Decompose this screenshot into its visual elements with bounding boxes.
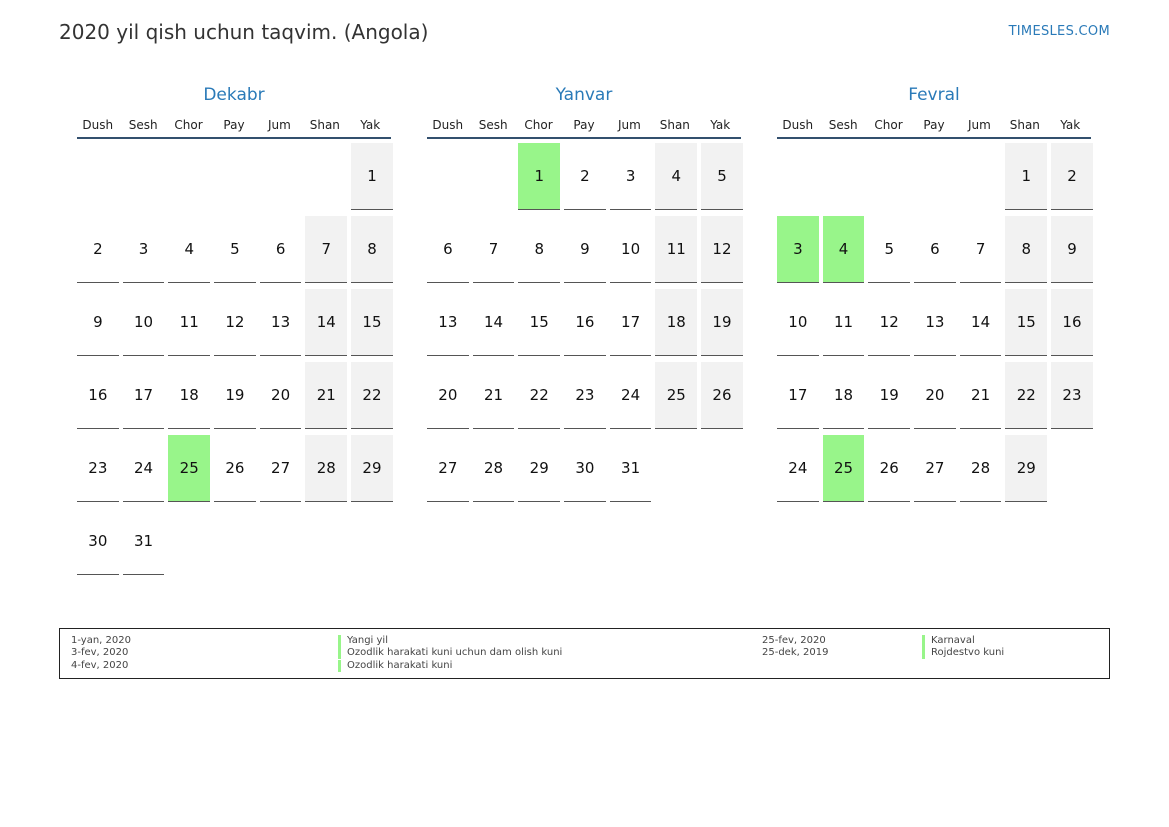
day-cell: 17 [777, 362, 819, 429]
month-title: Dekabr [203, 85, 265, 105]
weekday-label: Chor [874, 118, 903, 132]
day-cell: 2 [564, 143, 606, 210]
day-cell: 8 [518, 216, 560, 283]
day-cell: 26 [214, 435, 256, 502]
day-cell: 9 [564, 216, 606, 283]
empty-cell [123, 143, 165, 210]
day-cell: 17 [123, 362, 165, 429]
day-cell: 18 [168, 362, 210, 429]
holiday-day-cell: 25 [823, 435, 865, 502]
holiday-day-cell: 4 [823, 216, 865, 283]
legend-holiday-name: Ozodlik harakati kuni uchun dam olish kuni [338, 647, 562, 659]
legend-holiday-name: Ozodlik harakati kuni [338, 660, 452, 672]
day-cell: 3 [123, 216, 165, 283]
day-cell: 22 [518, 362, 560, 429]
day-cell: 28 [960, 435, 1002, 502]
day-cell: 1 [351, 143, 393, 210]
weekday-label: Pay [573, 118, 595, 132]
weekday-label: Sesh [128, 118, 158, 132]
weekday-label: Pay [223, 118, 245, 132]
day-cell: 19 [214, 362, 256, 429]
day-cell: 23 [1051, 362, 1093, 429]
day-cell: 20 [427, 362, 469, 429]
weekday-label: Shan [309, 118, 340, 132]
legend-date: 1-yan, 2020 [71, 635, 131, 646]
day-cell: 27 [914, 435, 956, 502]
day-grid [77, 143, 391, 575]
day-cell: 23 [564, 362, 606, 429]
day-cell: 22 [1005, 362, 1047, 429]
weekday-label: Dush [82, 118, 114, 132]
page-title: 2020 yil qish uchun taqvim. (Angola) [59, 20, 429, 44]
weekday-label: Chor [524, 118, 553, 132]
day-cell: 15 [1005, 289, 1047, 356]
day-cell: 16 [564, 289, 606, 356]
holiday-day-cell: 25 [168, 435, 210, 502]
day-cell: 27 [260, 435, 302, 502]
day-cell: 18 [655, 289, 697, 356]
weekday-label: Sesh [478, 118, 508, 132]
month-title: Yanvar [555, 85, 613, 105]
day-cell: 19 [701, 289, 743, 356]
day-cell: 18 [823, 362, 865, 429]
legend-holiday-name: Rojdestvo kuni [922, 647, 1004, 659]
weekday-header [427, 115, 741, 139]
day-cell: 20 [260, 362, 302, 429]
weekday-label: Yak [360, 118, 381, 132]
day-cell: 6 [914, 216, 956, 283]
day-cell: 16 [1051, 289, 1093, 356]
day-cell: 9 [1051, 216, 1093, 283]
day-cell: 24 [123, 435, 165, 502]
day-cell: 14 [305, 289, 347, 356]
legend-date: 25-dek, 2019 [762, 647, 829, 658]
day-cell: 10 [123, 289, 165, 356]
month-title: Fevral [908, 85, 960, 105]
day-cell: 7 [960, 216, 1002, 283]
day-cell: 5 [701, 143, 743, 210]
holiday-day-cell: 3 [777, 216, 819, 283]
weekday-label: Yak [1060, 118, 1081, 132]
empty-cell [168, 143, 210, 210]
day-cell: 9 [77, 289, 119, 356]
weekday-label: Dush [782, 118, 814, 132]
day-cell: 10 [610, 216, 652, 283]
day-cell: 26 [701, 362, 743, 429]
day-cell: 15 [351, 289, 393, 356]
weekday-label: Shan [659, 118, 690, 132]
weekday-label: Yak [710, 118, 731, 132]
holiday-day-cell: 1 [518, 143, 560, 210]
day-cell: 17 [610, 289, 652, 356]
day-cell: 24 [777, 435, 819, 502]
day-grid [777, 143, 1091, 502]
legend-date: 25-fev, 2020 [762, 635, 826, 646]
day-cell: 10 [777, 289, 819, 356]
month-december [77, 84, 391, 575]
day-cell: 15 [518, 289, 560, 356]
day-cell: 5 [868, 216, 910, 283]
day-cell: 14 [473, 289, 515, 356]
weekday-label: Chor [174, 118, 203, 132]
day-cell: 2 [77, 216, 119, 283]
day-cell: 29 [1005, 435, 1047, 502]
day-cell: 23 [77, 435, 119, 502]
day-cell: 11 [823, 289, 865, 356]
day-cell: 26 [868, 435, 910, 502]
day-cell: 14 [960, 289, 1002, 356]
empty-cell [473, 143, 515, 210]
day-cell: 30 [564, 435, 606, 502]
day-cell: 11 [655, 216, 697, 283]
weekday-header [77, 115, 391, 139]
weekday-header [777, 115, 1091, 139]
site-link[interactable]: TIMESLES.COM [1008, 24, 1110, 39]
day-grid [427, 143, 741, 502]
empty-cell [214, 143, 256, 210]
month-february [777, 84, 1091, 502]
day-cell: 21 [473, 362, 515, 429]
legend-date: 3-fev, 2020 [71, 647, 129, 658]
empty-cell [868, 143, 910, 210]
day-cell: 11 [168, 289, 210, 356]
day-cell: 25 [655, 362, 697, 429]
day-cell: 16 [77, 362, 119, 429]
day-cell: 24 [610, 362, 652, 429]
month-january [427, 84, 741, 502]
weekday-label: Pay [923, 118, 945, 132]
day-cell: 22 [351, 362, 393, 429]
empty-cell [823, 143, 865, 210]
day-cell: 4 [655, 143, 697, 210]
day-cell: 2 [1051, 143, 1093, 210]
day-cell: 19 [868, 362, 910, 429]
weekday-label: Sesh [828, 118, 858, 132]
empty-cell [260, 143, 302, 210]
empty-cell [914, 143, 956, 210]
day-cell: 13 [260, 289, 302, 356]
day-cell: 8 [351, 216, 393, 283]
day-cell: 5 [214, 216, 256, 283]
empty-cell [77, 143, 119, 210]
day-cell: 31 [610, 435, 652, 502]
holiday-legend [59, 628, 1110, 679]
day-cell: 4 [168, 216, 210, 283]
legend-holiday-name: Yangi yil [338, 635, 388, 647]
weekday-label: Jum [617, 118, 641, 132]
legend-date: 4-fev, 2020 [71, 660, 129, 671]
empty-cell [427, 143, 469, 210]
legend-holiday-name: Karnaval [922, 635, 975, 647]
day-cell: 21 [960, 362, 1002, 429]
day-cell: 12 [868, 289, 910, 356]
day-cell: 8 [1005, 216, 1047, 283]
day-cell: 28 [473, 435, 515, 502]
day-cell: 6 [427, 216, 469, 283]
day-cell: 29 [518, 435, 560, 502]
day-cell: 1 [1005, 143, 1047, 210]
day-cell: 12 [701, 216, 743, 283]
day-cell: 12 [214, 289, 256, 356]
empty-cell [305, 143, 347, 210]
day-cell: 20 [914, 362, 956, 429]
weekday-label: Shan [1009, 118, 1040, 132]
day-cell: 13 [427, 289, 469, 356]
day-cell: 21 [305, 362, 347, 429]
weekday-label: Jum [967, 118, 991, 132]
empty-cell [777, 143, 819, 210]
day-cell: 3 [610, 143, 652, 210]
day-cell: 6 [260, 216, 302, 283]
day-cell: 31 [123, 508, 165, 575]
day-cell: 13 [914, 289, 956, 356]
day-cell: 7 [305, 216, 347, 283]
day-cell: 28 [305, 435, 347, 502]
day-cell: 7 [473, 216, 515, 283]
day-cell: 29 [351, 435, 393, 502]
weekday-label: Dush [432, 118, 464, 132]
day-cell: 30 [77, 508, 119, 575]
day-cell: 27 [427, 435, 469, 502]
empty-cell [960, 143, 1002, 210]
weekday-label: Jum [267, 118, 291, 132]
